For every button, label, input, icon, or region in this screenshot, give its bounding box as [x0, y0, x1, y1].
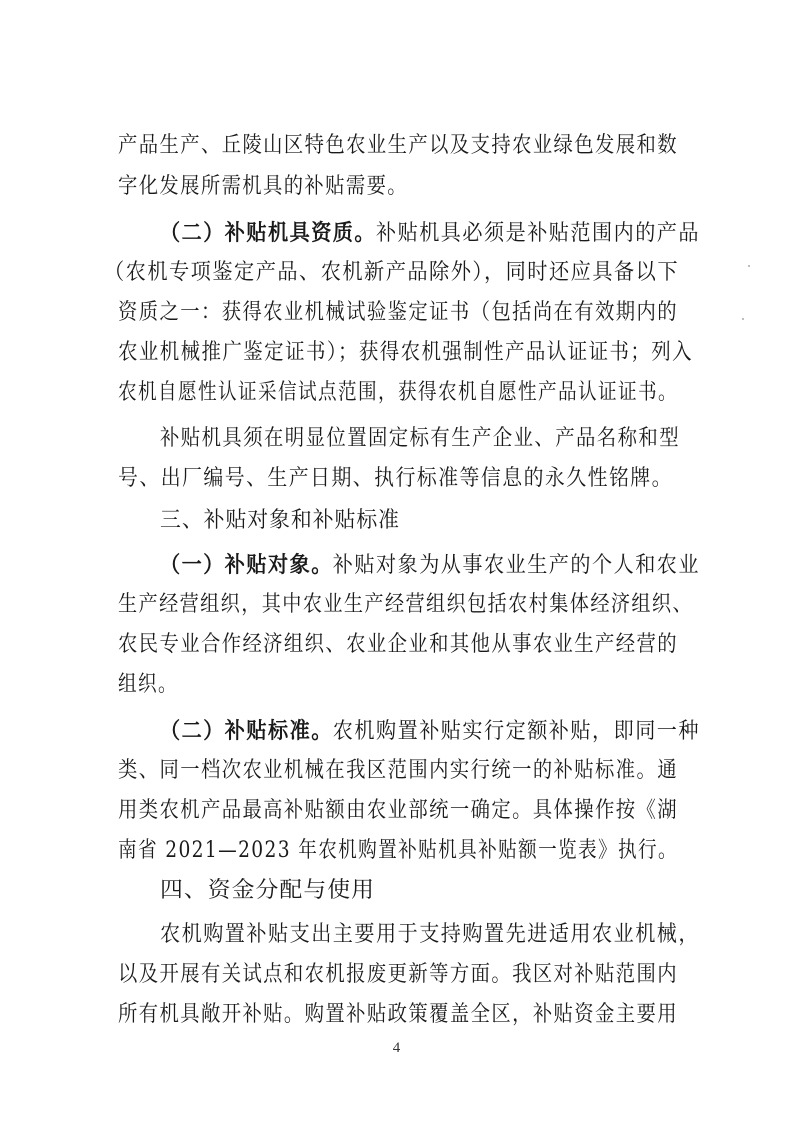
text-line — [118, 172, 793, 202]
section-heading — [160, 506, 793, 536]
line-content — [160, 424, 680, 454]
text-line — [160, 550, 793, 580]
text-segment: 农民专业合作经济组织、农业企业和其他从事农业生产经营的 — [118, 632, 678, 657]
text-line — [104, 258, 793, 288]
text-line — [118, 378, 793, 408]
text-line — [160, 920, 793, 950]
text-segment: 以及开展有关试点和农机报废更新等方面。我区对补贴范围内 — [118, 962, 678, 987]
line-content — [160, 218, 700, 249]
text-segment: 所有机具敞开补贴。购置补贴政策覆盖全区，补贴资金主要用 — [118, 1002, 678, 1027]
line-content — [160, 876, 375, 906]
line-content — [118, 836, 678, 866]
line-content — [160, 550, 700, 581]
text-line — [118, 630, 793, 660]
line-content — [118, 756, 678, 786]
scan-speck — [742, 318, 744, 320]
bold-lead-phrase: （一）补贴对象。 — [160, 552, 333, 578]
line-content — [118, 378, 678, 408]
text-segment: 组织。 — [118, 672, 178, 697]
text-line — [118, 338, 793, 368]
text-segment: 农机购置补贴实行定额补贴，即同一种 — [332, 719, 700, 744]
line-content — [160, 506, 400, 536]
text-segment: 农机自愿性认证采信试点范围，获得农机自愿性产品认证证书。 — [118, 380, 678, 405]
line-content — [160, 920, 700, 950]
text-line — [118, 836, 793, 866]
line-content — [118, 1000, 678, 1030]
text-segment: 农业机械推广鉴定证书）；获得农机强制性产品认证证书；列入 — [118, 340, 693, 365]
text-segment: 补贴机具必须是补贴范围内的产品 — [376, 221, 700, 246]
text-segment: 用类农机产品最高补贴额由农业部统一确定。具体操作按《湖 — [118, 798, 678, 823]
line-content — [118, 670, 178, 700]
text-line — [118, 670, 793, 700]
text-line — [118, 960, 793, 990]
text-line — [160, 424, 793, 454]
line-content — [118, 630, 678, 660]
text-line — [118, 464, 793, 494]
text-line — [118, 796, 793, 826]
text-line — [160, 218, 793, 248]
text-line — [118, 756, 793, 786]
text-segment: 农机购置补贴支出主要用于支持购置先进适用农业机械， — [160, 922, 700, 947]
scan-speck — [748, 265, 750, 267]
line-content — [118, 590, 693, 620]
text-line — [160, 716, 793, 746]
line-content — [118, 172, 408, 202]
text-line — [118, 590, 793, 620]
text-segment: 类、同一档次农业机械在我区范围内实行统一的补贴标准。通 — [118, 758, 678, 783]
text-segment: 四、资金分配与使用 — [160, 878, 375, 903]
text-segment: （农机专项鉴定产品、农机新产品除外），同时还应具备以下 — [104, 260, 679, 285]
section-heading — [160, 876, 793, 906]
text-line — [118, 298, 793, 328]
line-content — [160, 716, 700, 747]
text-segment: 补贴对象为从事农业生产的个人和农业 — [332, 553, 700, 578]
text-segment: 生产经营组织，其中农业生产经营组织包括农村集体经济组织、 — [118, 592, 693, 617]
text-segment: 南省 2021—2023 年农机购置补贴机具补贴额一览表》执行。 — [118, 838, 678, 863]
page-number: 4 — [392, 1040, 401, 1056]
bold-lead-phrase: （二）补贴机具资质。 — [160, 220, 377, 246]
line-content — [118, 298, 678, 328]
line-content — [118, 464, 673, 494]
text-segment: 资质之一：获得农业机械试验鉴定证书（包括尚在有效期内的 — [118, 300, 678, 325]
text-segment: 号、出厂编号、生产日期、执行标准等信息的永久性铭牌。 — [118, 466, 673, 491]
bold-lead-phrase: （二）补贴标准。 — [160, 718, 333, 744]
text-line — [118, 1000, 793, 1030]
text-segment: 三、补贴对象和补贴标准 — [160, 508, 400, 533]
text-segment: 补贴机具须在明显位置固定标有生产企业、产品名称和型 — [160, 426, 680, 451]
line-content — [118, 338, 693, 368]
line-content — [118, 131, 678, 161]
line-content — [118, 960, 678, 990]
text-segment: 产品生产、丘陵山区特色农业生产以及支持农业绿色发展和数 — [118, 133, 678, 158]
line-content — [104, 258, 679, 288]
text-segment: 字化发展所需机具的补贴需要。 — [118, 174, 408, 199]
line-content — [118, 796, 678, 826]
text-line — [118, 131, 793, 161]
